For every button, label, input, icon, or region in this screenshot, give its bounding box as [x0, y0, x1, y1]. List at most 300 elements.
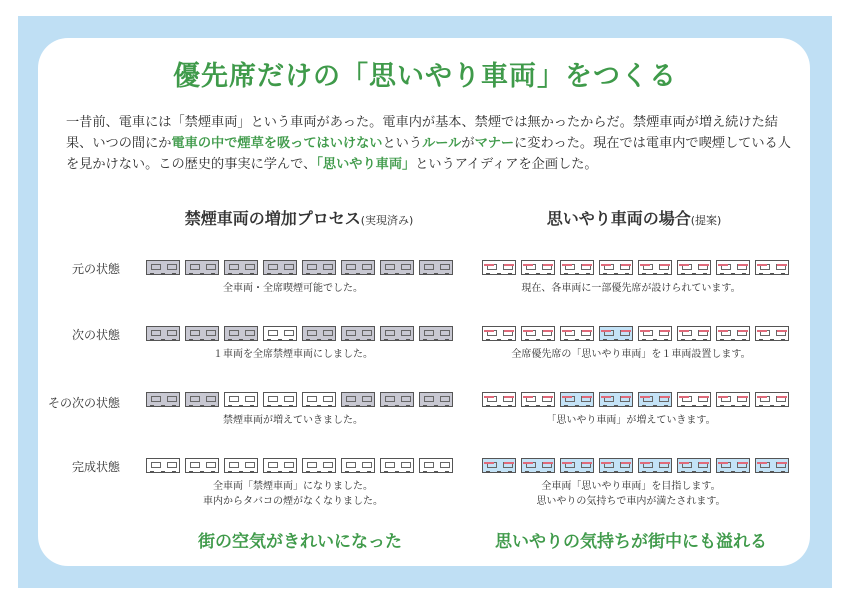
car-door	[770, 405, 774, 407]
car-window	[346, 396, 356, 402]
car-door	[317, 471, 321, 473]
car-window	[229, 330, 239, 336]
car-window	[362, 330, 372, 336]
car-door	[664, 339, 668, 341]
car-window	[401, 264, 411, 270]
car-door	[328, 273, 332, 275]
car-door	[395, 405, 399, 407]
car-door	[356, 273, 360, 275]
car-door	[445, 273, 449, 275]
car-door	[445, 471, 449, 473]
train-car	[380, 260, 414, 275]
car-window	[229, 264, 239, 270]
priority-seat-mark	[718, 396, 728, 398]
priority-seat-mark	[582, 264, 592, 266]
left-train-row-0	[146, 260, 452, 275]
car-door	[642, 273, 646, 275]
priority-seat-mark	[523, 330, 533, 332]
left-heading-note: (実現済み)	[360, 214, 414, 227]
priority-seat-mark	[679, 330, 689, 332]
car-door	[423, 339, 427, 341]
car-door	[172, 339, 176, 341]
car-door	[306, 471, 310, 473]
car-door	[200, 339, 204, 341]
car-door	[406, 405, 410, 407]
car-door	[150, 273, 154, 275]
car-door	[547, 339, 551, 341]
intro-text: 一昔前、電車には「禁煙車両」という車両があった。電車内が基本、禁煙では無かったからだ。禁煙車両が増え続けた結果、いつの間にか	[66, 115, 778, 151]
car-window	[190, 462, 200, 468]
priority-seat-mark	[699, 264, 709, 266]
car-door	[536, 273, 540, 275]
car-door	[642, 471, 646, 473]
priority-seat-mark	[660, 396, 670, 398]
priority-seat-mark	[640, 264, 650, 266]
car-door	[250, 273, 254, 275]
priority-seat-mark	[757, 462, 767, 464]
priority-seat-mark	[718, 462, 728, 464]
train-car	[755, 458, 789, 473]
car-door	[367, 339, 371, 341]
car-door	[781, 405, 785, 407]
priority-seat-mark	[738, 396, 748, 398]
train-car	[146, 458, 180, 473]
priority-seat-mark	[777, 396, 787, 398]
car-door	[345, 405, 349, 407]
priority-seat-mark	[679, 462, 689, 464]
car-door	[367, 273, 371, 275]
car-door	[720, 339, 724, 341]
car-door	[328, 405, 332, 407]
car-door	[586, 339, 590, 341]
car-door	[625, 339, 629, 341]
car-door	[278, 405, 282, 407]
train-car	[224, 458, 258, 473]
car-door	[445, 405, 449, 407]
car-window	[424, 396, 434, 402]
car-door	[703, 273, 707, 275]
train-car	[341, 326, 375, 341]
train-car	[185, 392, 219, 407]
car-door	[603, 405, 607, 407]
train-car	[482, 458, 516, 473]
priority-seat-mark	[582, 330, 592, 332]
car-door	[614, 273, 618, 275]
car-door	[664, 405, 668, 407]
train-car	[146, 392, 180, 407]
train-car	[185, 260, 219, 275]
car-door	[614, 405, 618, 407]
priority-seat-mark	[777, 264, 787, 266]
car-door	[395, 273, 399, 275]
car-door	[525, 471, 529, 473]
train-car	[599, 392, 633, 407]
train-car	[482, 392, 516, 407]
car-door	[172, 405, 176, 407]
car-door	[731, 405, 735, 407]
car-window	[401, 396, 411, 402]
priority-seat-mark	[660, 264, 670, 266]
intro-text: に変わった。現在では電車内で喫煙している人を見かけない。この歴史的事実に学んで、	[66, 136, 791, 172]
priority-seat-mark	[679, 396, 689, 398]
priority-seat-mark	[601, 264, 611, 266]
car-door	[200, 471, 204, 473]
car-door	[306, 405, 310, 407]
car-window	[424, 462, 434, 468]
car-door	[625, 471, 629, 473]
train-car	[419, 392, 453, 407]
car-door	[759, 273, 763, 275]
train-car	[224, 392, 258, 407]
car-window	[385, 330, 395, 336]
train-car	[263, 260, 297, 275]
car-door	[306, 273, 310, 275]
car-window	[167, 330, 177, 336]
car-door	[200, 273, 204, 275]
priority-seat-mark	[523, 462, 533, 464]
left-train-row-3	[146, 458, 452, 473]
car-door	[703, 339, 707, 341]
car-door	[278, 339, 282, 341]
car-door	[625, 405, 629, 407]
right-conclusion: 思いやりの気持ちが街中にも溢れる	[495, 532, 767, 552]
car-window	[206, 396, 216, 402]
car-window	[167, 396, 177, 402]
car-door	[161, 405, 165, 407]
left-caption: 全車両「禁煙車両」になりました。	[213, 481, 373, 492]
car-door	[356, 471, 360, 473]
car-window	[307, 264, 317, 270]
car-door	[692, 273, 696, 275]
car-door	[525, 405, 529, 407]
car-door	[317, 405, 321, 407]
car-door	[642, 405, 646, 407]
priority-seat-mark	[582, 462, 592, 464]
car-window	[268, 330, 278, 336]
left-heading-main: 禁煙車両の増加プロセス	[184, 209, 361, 228]
car-door	[189, 405, 193, 407]
train-car	[755, 260, 789, 275]
car-door	[575, 405, 579, 407]
car-door	[564, 471, 568, 473]
train-car	[380, 326, 414, 341]
priority-seat-mark	[601, 330, 611, 332]
priority-seat-mark	[621, 264, 631, 266]
car-door	[486, 471, 490, 473]
car-door	[267, 471, 271, 473]
car-door	[161, 339, 165, 341]
car-door	[189, 471, 193, 473]
train-car	[302, 326, 336, 341]
car-window	[385, 264, 395, 270]
car-door	[720, 273, 724, 275]
car-window	[346, 330, 356, 336]
car-door	[692, 471, 696, 473]
car-door	[720, 405, 724, 407]
priority-seat-mark	[718, 330, 728, 332]
car-door	[228, 273, 232, 275]
priority-seat-mark	[621, 462, 631, 464]
car-window	[346, 264, 356, 270]
right-train-row-0	[482, 260, 788, 275]
train-car	[263, 458, 297, 473]
car-door	[150, 405, 154, 407]
right-caption: 現在、各車両に一部優先席が設けられています。	[521, 283, 741, 294]
car-door	[575, 273, 579, 275]
train-car	[638, 326, 672, 341]
train-car	[716, 458, 750, 473]
car-door	[434, 273, 438, 275]
car-window	[440, 396, 450, 402]
car-window	[284, 462, 294, 468]
train-car	[716, 260, 750, 275]
train-car	[755, 392, 789, 407]
car-window	[245, 396, 255, 402]
left-train-row-1	[146, 326, 452, 341]
car-door	[536, 405, 540, 407]
left-caption: １車両を全席禁煙車両にしました。	[213, 349, 373, 360]
priority-seat-mark	[562, 330, 572, 332]
car-door	[289, 405, 293, 407]
priority-seat-mark	[543, 330, 553, 332]
priority-seat-mark	[738, 462, 748, 464]
priority-seat-mark	[738, 330, 748, 332]
train-car	[677, 326, 711, 341]
car-door	[681, 339, 685, 341]
car-window	[362, 264, 372, 270]
car-window	[268, 264, 278, 270]
car-door	[770, 339, 774, 341]
car-door	[228, 405, 232, 407]
car-door	[497, 471, 501, 473]
car-door	[508, 471, 512, 473]
car-window	[151, 462, 161, 468]
car-door	[781, 339, 785, 341]
priority-seat-mark	[738, 264, 748, 266]
priority-seat-mark	[699, 330, 709, 332]
priority-seat-mark	[562, 264, 572, 266]
priority-seat-mark	[504, 264, 514, 266]
car-door	[211, 405, 215, 407]
car-door	[161, 273, 165, 275]
intro-highlight: 「思いやり車両」	[316, 157, 416, 172]
car-door	[317, 339, 321, 341]
car-window	[151, 396, 161, 402]
car-door	[575, 339, 579, 341]
car-door	[328, 339, 332, 341]
car-door	[653, 405, 657, 407]
left-train-row-2	[146, 392, 452, 407]
car-door	[356, 405, 360, 407]
car-door	[486, 273, 490, 275]
priority-seat-mark	[562, 462, 572, 464]
train-car	[599, 458, 633, 473]
car-window	[323, 264, 333, 270]
car-door	[564, 405, 568, 407]
car-door	[278, 471, 282, 473]
car-door	[384, 339, 388, 341]
car-door	[211, 273, 215, 275]
stage-label: 完成状態	[71, 460, 120, 474]
car-door	[586, 405, 590, 407]
train-car	[341, 260, 375, 275]
priority-seat-mark	[504, 462, 514, 464]
car-door	[289, 339, 293, 341]
car-window	[190, 264, 200, 270]
priority-seat-mark	[484, 462, 494, 464]
priority-seat-mark	[699, 462, 709, 464]
car-door	[434, 405, 438, 407]
car-door	[161, 471, 165, 473]
car-door	[211, 471, 215, 473]
car-door	[267, 405, 271, 407]
car-door	[150, 339, 154, 341]
train-car	[380, 392, 414, 407]
car-window	[284, 396, 294, 402]
train-car	[419, 260, 453, 275]
car-door	[575, 471, 579, 473]
car-door	[603, 273, 607, 275]
train-car	[521, 326, 555, 341]
car-door	[384, 405, 388, 407]
priority-seat-mark	[640, 330, 650, 332]
stage-label: その次の状態	[47, 396, 120, 410]
car-door	[250, 471, 254, 473]
car-door	[536, 471, 540, 473]
priority-seat-mark	[679, 264, 689, 266]
car-door	[781, 273, 785, 275]
right-train-row-3	[482, 458, 788, 473]
car-door	[742, 273, 746, 275]
priority-seat-mark	[640, 396, 650, 398]
right-section-heading	[518, 206, 750, 234]
train-car	[224, 260, 258, 275]
car-door	[564, 273, 568, 275]
train-car	[755, 326, 789, 341]
car-door	[434, 471, 438, 473]
car-door	[367, 405, 371, 407]
car-door	[384, 471, 388, 473]
car-door	[703, 405, 707, 407]
car-door	[239, 471, 243, 473]
priority-seat-mark	[660, 462, 670, 464]
stage-label: 元の状態	[71, 262, 120, 276]
train-car	[521, 260, 555, 275]
car-door	[406, 339, 410, 341]
train-car	[560, 458, 594, 473]
train-car	[146, 260, 180, 275]
car-door	[731, 471, 735, 473]
car-door	[614, 471, 618, 473]
car-door	[423, 273, 427, 275]
car-window	[440, 462, 450, 468]
train-car	[638, 260, 672, 275]
priority-seat-mark	[562, 396, 572, 398]
train-car	[482, 326, 516, 341]
car-door	[211, 339, 215, 341]
car-door	[614, 339, 618, 341]
car-window	[346, 462, 356, 468]
car-window	[151, 330, 161, 336]
car-door	[445, 339, 449, 341]
car-door	[486, 405, 490, 407]
train-car	[302, 458, 336, 473]
car-window	[385, 396, 395, 402]
car-window	[190, 330, 200, 336]
intro-highlight: ルール	[422, 136, 462, 151]
stage-label: 次の状態	[71, 328, 120, 342]
train-car	[677, 260, 711, 275]
car-window	[401, 330, 411, 336]
car-door	[564, 339, 568, 341]
train-car	[419, 326, 453, 341]
train-car	[638, 392, 672, 407]
priority-seat-mark	[543, 264, 553, 266]
car-door	[497, 339, 501, 341]
car-door	[423, 471, 427, 473]
priority-seat-mark	[484, 396, 494, 398]
car-door	[423, 405, 427, 407]
car-door	[586, 273, 590, 275]
train-car	[185, 458, 219, 473]
car-window	[167, 264, 177, 270]
priority-seat-mark	[640, 462, 650, 464]
train-car	[380, 458, 414, 473]
car-window	[284, 264, 294, 270]
left-caption: 車内からタバコの煙がなくなりました。	[203, 496, 383, 507]
intro-text: というアイディアを企画した。	[415, 157, 598, 172]
car-window	[284, 330, 294, 336]
train-car	[302, 392, 336, 407]
car-door	[508, 405, 512, 407]
car-door	[759, 471, 763, 473]
car-door	[731, 339, 735, 341]
priority-seat-mark	[757, 396, 767, 398]
car-door	[172, 273, 176, 275]
train-car	[341, 458, 375, 473]
car-door	[536, 339, 540, 341]
car-door	[328, 471, 332, 473]
train-car	[146, 326, 180, 341]
car-door	[189, 339, 193, 341]
car-door	[250, 339, 254, 341]
right-heading-note: (提案)	[690, 214, 722, 227]
car-door	[525, 273, 529, 275]
car-window	[151, 264, 161, 270]
left-caption: 禁煙車両が増えていきました。	[223, 415, 363, 426]
intro-highlight: マナー	[474, 136, 515, 151]
car-window	[323, 462, 333, 468]
car-door	[653, 471, 657, 473]
train-car	[560, 260, 594, 275]
car-door	[508, 339, 512, 341]
car-window	[268, 396, 278, 402]
priority-seat-mark	[601, 462, 611, 464]
left-conclusion: 街の空気がきれいになった	[198, 532, 402, 552]
car-door	[228, 339, 232, 341]
car-door	[525, 339, 529, 341]
car-door	[742, 405, 746, 407]
car-window	[362, 396, 372, 402]
car-door	[486, 339, 490, 341]
right-heading-main: 思いやり車両の場合	[546, 209, 691, 228]
train-car	[716, 392, 750, 407]
car-door	[664, 471, 668, 473]
right-caption: 「思いやり車両」が増えていきます。	[546, 415, 716, 426]
car-window	[323, 330, 333, 336]
car-door	[692, 339, 696, 341]
right-caption: 全席優先席の「思いやり車両」を１車両設置します。	[511, 349, 751, 360]
